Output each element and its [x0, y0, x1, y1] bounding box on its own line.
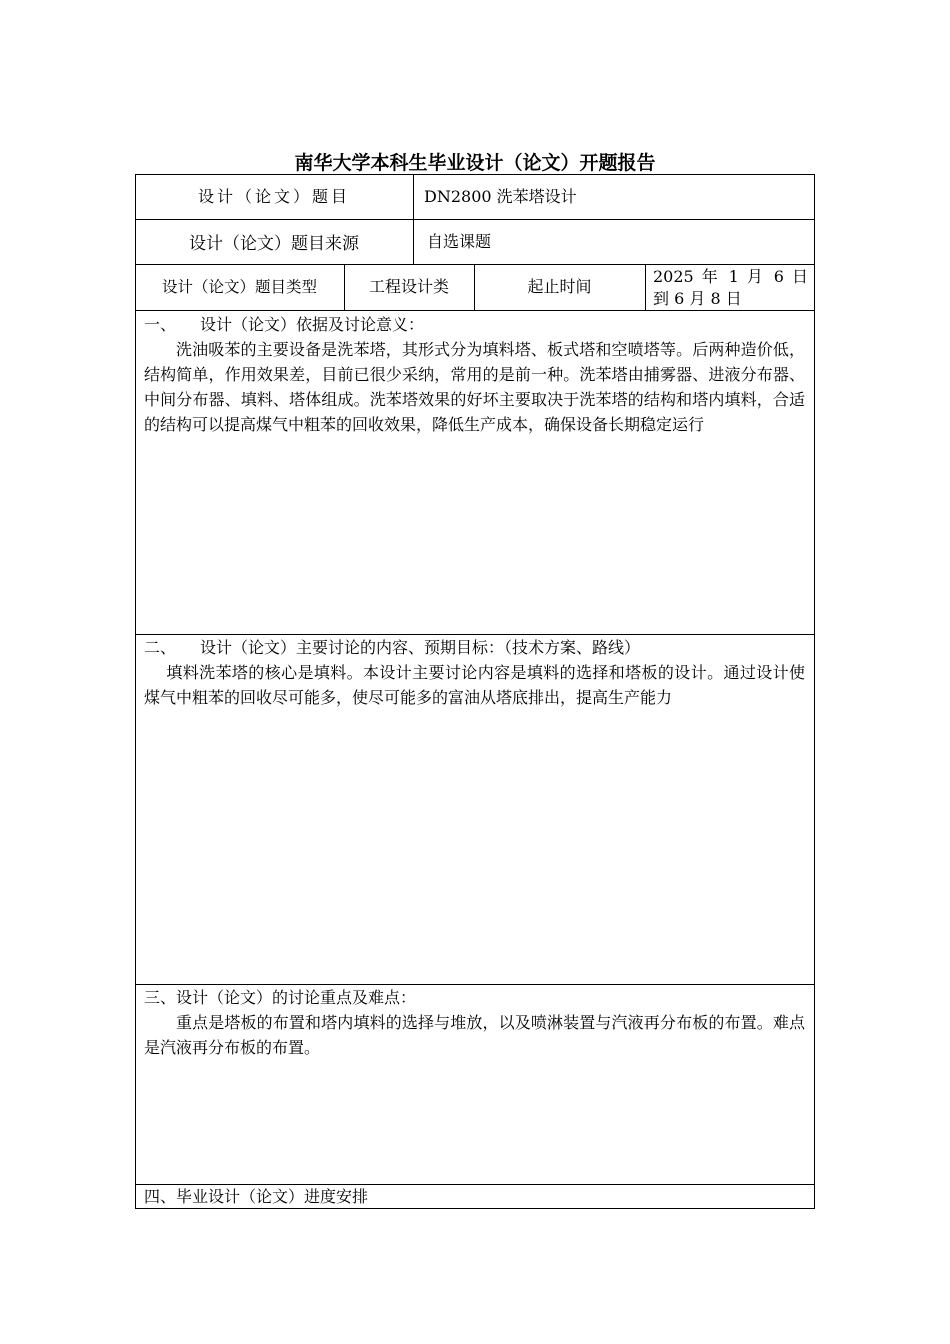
section-basis-heading: 一、 设计（论文）依据及讨论意义： — [144, 315, 425, 334]
section-basis-body: 洗油吸苯的主要设备是洗苯塔，其形式分为填料塔、板式塔和空喷塔等。后两种造价低，结构简单，作用效果差，目前已很少采纳，常用的是前一种。洗苯塔由捕雾器、进液分布器、中间分布器、填料、塔体组成。洗苯塔效果的好坏主要取决于洗苯塔的结构和塔内填料，合适的结构可以提高煤气中粗苯的回收效果，降低生产成本，确保设备长期稳定运行 — [144, 340, 805, 434]
thesis-title-label: 设计（论文）题目 — [197, 187, 350, 206]
section-content-body: 填料洗苯塔的核心是填料。本设计主要讨论内容是填料的选择和塔板的设计。通过设计使煤气中粗苯的回收尽可能多，使尽可能多的富油从塔底排出，提高生产能力 — [144, 663, 805, 707]
thesis-type-label: 设计（论文）题目类型 — [161, 278, 317, 296]
column-divider — [413, 174, 414, 265]
section-key-points — [144, 986, 805, 1060]
report-table — [135, 174, 815, 1209]
row-divider — [135, 984, 815, 985]
thesis-source-value: 自选课题 — [427, 232, 492, 251]
column-divider — [645, 264, 646, 311]
section-schedule-heading: 四、毕业设计（论文）进度安排 — [144, 1187, 369, 1206]
section-key-points-body: 重点是塔板的布置和塔内填料的选择与堆放，以及喷淋装置与汽液再分布板的布置。难点是汽液再分布板的布置。 — [144, 1013, 805, 1057]
table-border-right — [814, 174, 815, 1209]
thesis-type-value: 工程设计类 — [368, 277, 449, 296]
row-divider — [135, 310, 815, 311]
row-divider — [135, 634, 815, 635]
table-border-left — [135, 174, 136, 1209]
report-title: 南华大学本科生毕业设计（论文）开题报告 — [294, 152, 656, 174]
thesis-source-label: 设计（论文）题目来源 — [189, 234, 359, 254]
section-content-heading: 二、 设计（论文）主要讨论的内容、预期目标：（技术方案、路线） — [144, 638, 641, 657]
thesis-title-value: DN2800 洗苯塔设计 — [424, 187, 577, 206]
section-content — [144, 636, 805, 710]
period-value-end: 到 6 月 8 日 — [653, 289, 742, 308]
section-key-points-heading: 三、设计（论文）的讨论重点及难点： — [144, 988, 417, 1007]
period-value — [653, 266, 808, 310]
period-value-start: 2025 年 1 月 6 日 — [653, 267, 808, 286]
table-border-bottom — [135, 1208, 815, 1209]
section-basis — [144, 313, 805, 437]
period-label: 起止时间 — [527, 277, 592, 296]
